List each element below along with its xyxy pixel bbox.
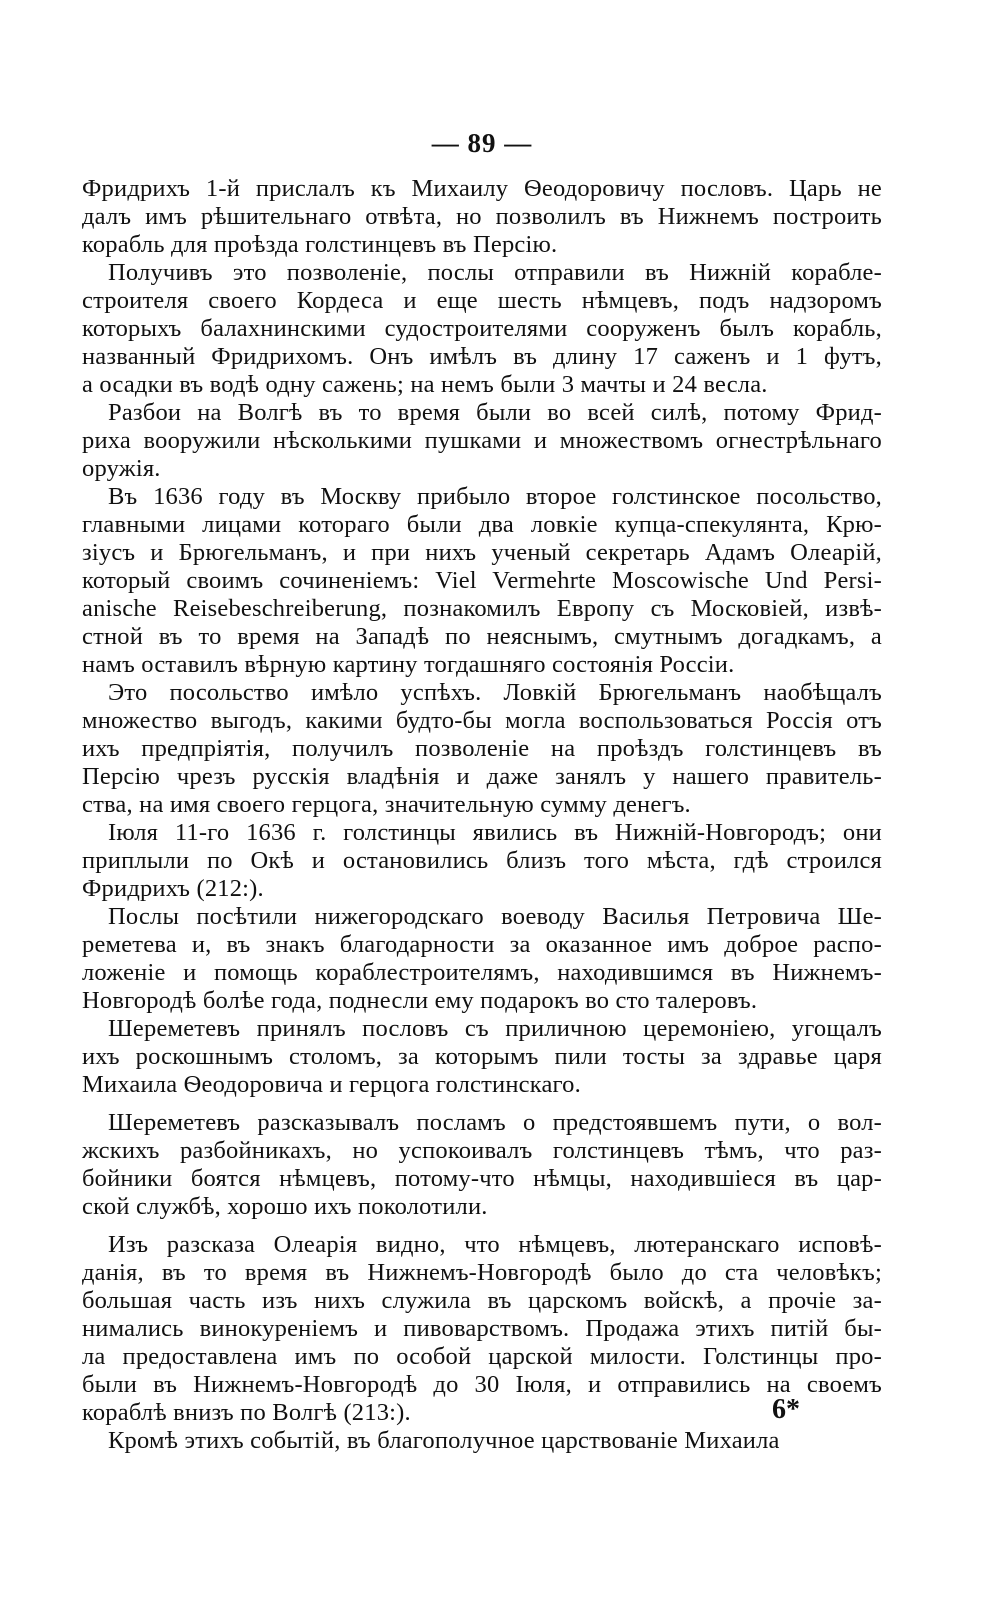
text-line: который своимъ сочиненіемъ: Viel Vermehrte Moscowische Und Persi- <box>82 567 882 594</box>
paragraph <box>82 679 882 819</box>
text-line: ской службѣ, хорошо ихъ поколотили. <box>82 1193 488 1220</box>
page-body <box>82 175 882 1455</box>
text-line: Фридрихъ 1-й прислалъ къ Михаилу Ѳеодоровичу пословъ. Царь не <box>82 175 882 202</box>
paragraph <box>82 483 882 679</box>
paragraph <box>82 175 882 259</box>
text-line: стной въ то время на Западѣ по неяснымъ, смутнымъ догадкамъ, а <box>82 623 882 650</box>
text-line: главными лицами котораго были два ловкіе купца-спекулянта, Крю- <box>82 511 882 538</box>
text-line: anische Reisebeschreiberung, познакомилъ Европу съ Московіей, извѣ- <box>82 595 882 622</box>
text-line: Въ 1636 году въ Москву прибыло второе голстинское посольство, <box>108 483 882 510</box>
page-number: — 89 — <box>431 128 533 158</box>
text-line: Изъ разсказа Олеарія видно, что нѣмцевъ, лютеранскаго исповѣ- <box>108 1231 882 1258</box>
text-line: кораблѣ внизъ по Волгѣ (213:). <box>82 1399 411 1426</box>
book-page <box>82 128 882 1455</box>
text-line: Персію чрезъ русскія владѣнія и даже занялъ у нашего правитель- <box>82 763 882 790</box>
text-line: Разбои на Волгѣ въ то время были во всей силѣ, потому Фрид- <box>108 399 882 426</box>
text-line: бойники боятся нѣмцевъ, потому-что нѣмцы, находившіеся въ цар- <box>82 1165 882 1192</box>
text-line: Шереметевъ разсказывалъ посламъ о предстоявшемъ пути, о вол- <box>108 1109 882 1136</box>
text-line: Фридрихъ (212:). <box>82 875 264 902</box>
text-line: реметева и, въ знакъ благодарности за оказанное имъ доброе распо- <box>82 931 882 958</box>
signature-mark: 6* <box>772 1394 800 1425</box>
paragraph <box>82 819 882 903</box>
text-line: а осадки въ водѣ одну сажень; на немъ были 3 мачты и 24 весла. <box>82 371 768 398</box>
text-line: ихъ предпріятія, получилъ позволеніе на проѣздъ голстинцевъ въ <box>82 735 882 762</box>
text-line: ложеніе и помощь кораблестроителямъ, находившимся въ Нижнемъ- <box>82 959 882 986</box>
paragraph <box>82 903 882 1015</box>
paragraph <box>82 1015 882 1099</box>
text-line: Это посольство имѣло успѣхъ. Ловкій Брюгельманъ наобѣщалъ <box>108 679 882 706</box>
paragraph <box>82 259 882 399</box>
text-line: были въ Нижнемъ-Новгородѣ до 30 Іюля, и отправились на своемъ <box>82 1371 882 1398</box>
text-line: строителя своего Кордеса и еще шесть нѣмцевъ, подъ надзоромъ <box>82 287 882 314</box>
text-line: Послы посѣтили нижегородскаго воеводу Василья Петровича Ше- <box>108 903 882 930</box>
text-line: названный Фридрихомъ. Онъ имѣлъ въ длину 17 саженъ и 1 футъ, <box>82 343 882 370</box>
text-line: зіусъ и Брюгельманъ, и при нихъ ученый секретарь Адамъ Олеарій, <box>82 539 882 566</box>
text-line: оружія. <box>82 455 161 482</box>
text-line: ихъ роскошнымъ столомъ, за которымъ пили тосты за здравье царя <box>82 1043 882 1070</box>
text-line: большая часть изъ нихъ служила въ царскомъ войскѣ, а прочіе за- <box>82 1287 882 1314</box>
text-line: риха вооружили нѣсколькими пушками и множествомъ огнестрѣльнаго <box>82 427 882 454</box>
text-line: нимались винокуреніемъ и пивоварствомъ. Продажа этихъ питій бы- <box>82 1315 882 1342</box>
text-line: намъ оставилъ вѣрную картину тогдашняго состоянія Россіи. <box>82 651 735 678</box>
paragraph <box>82 1231 882 1427</box>
text-line: Получивъ это позволеніе, послы отправили въ Нижній корабле- <box>108 259 882 286</box>
text-line: ла предоставлена имъ по особой царской милости. Голстинцы про- <box>82 1343 882 1370</box>
text-line: Шереметевъ принялъ пословъ съ приличною церемоніею, угощалъ <box>108 1015 882 1042</box>
text-line: Михаила Ѳеодоровича и герцога голстинскаго. <box>82 1071 581 1098</box>
paragraph <box>82 399 882 483</box>
paragraph <box>82 1427 882 1455</box>
text-line: которыхъ балахнинскими судостроителями сооруженъ былъ корабль, <box>82 315 882 342</box>
text-line: Кромѣ этихъ событій, въ благополучное царствованіе Михаила <box>108 1427 780 1454</box>
text-line: далъ имъ рѣшительнаго отвѣта, но позволилъ въ Нижнемъ построить <box>82 203 882 230</box>
paragraph <box>82 1109 882 1221</box>
text-line: жскихъ разбойникахъ, но успокоивалъ голстинцевъ тѣмъ, что раз- <box>82 1137 882 1164</box>
text-line: Іюля 11-го 1636 г. голстинцы явились въ Нижній-Новгородъ; они <box>108 819 882 846</box>
text-line: Новгородѣ болѣе года, поднесли ему подарокъ во сто талеровъ. <box>82 987 758 1014</box>
text-line: множество выгодъ, какими будто-бы могла воспользоваться Россія отъ <box>82 707 882 734</box>
text-line: приплыли по Окѣ и остановились близъ того мѣста, гдѣ строился <box>82 847 882 874</box>
text-line: корабль для проѣзда голстинцевъ въ Персію. <box>82 231 558 258</box>
text-line: ства, на имя своего герцога, значительную сумму денегъ. <box>82 791 691 818</box>
text-line: данія, въ то время въ Нижнемъ-Новгородѣ было до ста человѣкъ; <box>82 1259 882 1286</box>
